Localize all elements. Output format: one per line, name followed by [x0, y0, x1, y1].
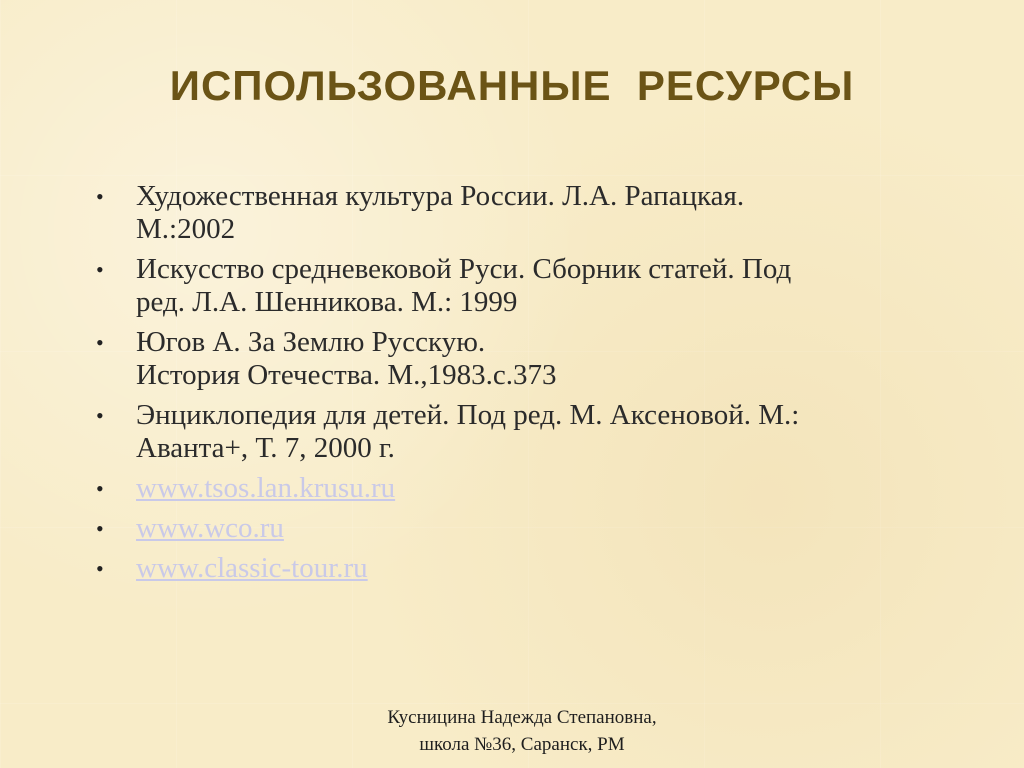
footer-author	[0, 704, 1024, 758]
resource-list	[96, 180, 956, 592]
resource-text-line: М.:2002	[136, 213, 236, 245]
resource-text-line: Югов А. За Землю Русскую.	[136, 326, 486, 358]
resource-text-line: Аванта+, Т. 7, 2000 г.	[136, 432, 395, 464]
link-item	[96, 552, 956, 585]
slide-title: ИСПОЛЬЗОВАННЫЕ РЕСУРСЫ	[169, 62, 855, 109]
resource-text-line: ред. Л.А. Шенникова. М.: 1999	[136, 286, 518, 318]
bullet-icon: •	[96, 403, 104, 428]
resource-link-tsos[interactable]: www.tsos.lan.krusu.ru	[136, 472, 396, 504]
link-item	[96, 472, 956, 505]
resource-text-line: Художественная культура России. Л.А. Рапацкая.	[136, 180, 745, 212]
bullet-icon: •	[96, 184, 104, 209]
resource-text-line: Энциклопедия для детей. Под ред. М. Аксеновой. М.:	[136, 399, 800, 431]
resource-item	[96, 180, 956, 246]
footer-author-name: Кусницина Надежда Степановна,	[387, 707, 657, 728]
bullet-icon: •	[96, 330, 104, 355]
bullet-icon: •	[96, 516, 104, 541]
resource-item	[96, 399, 956, 465]
bullet-icon: •	[96, 476, 104, 501]
link-item	[96, 512, 956, 545]
footer-school: школа №36, Саранск, РМ	[419, 734, 625, 755]
bullet-icon: •	[96, 257, 104, 282]
resource-link-classic-tour[interactable]: www.classic-tour.ru	[136, 552, 368, 584]
resource-link-wco[interactable]: www.wco.ru	[136, 512, 284, 544]
resource-item	[96, 253, 956, 319]
resource-text-line: Искусство средневековой Руси. Сборник статей. Под	[136, 253, 792, 285]
bullet-icon: •	[96, 556, 104, 581]
resource-text-line: История Отечества. М.,1983.с.373	[136, 359, 557, 391]
resource-item	[96, 326, 956, 392]
